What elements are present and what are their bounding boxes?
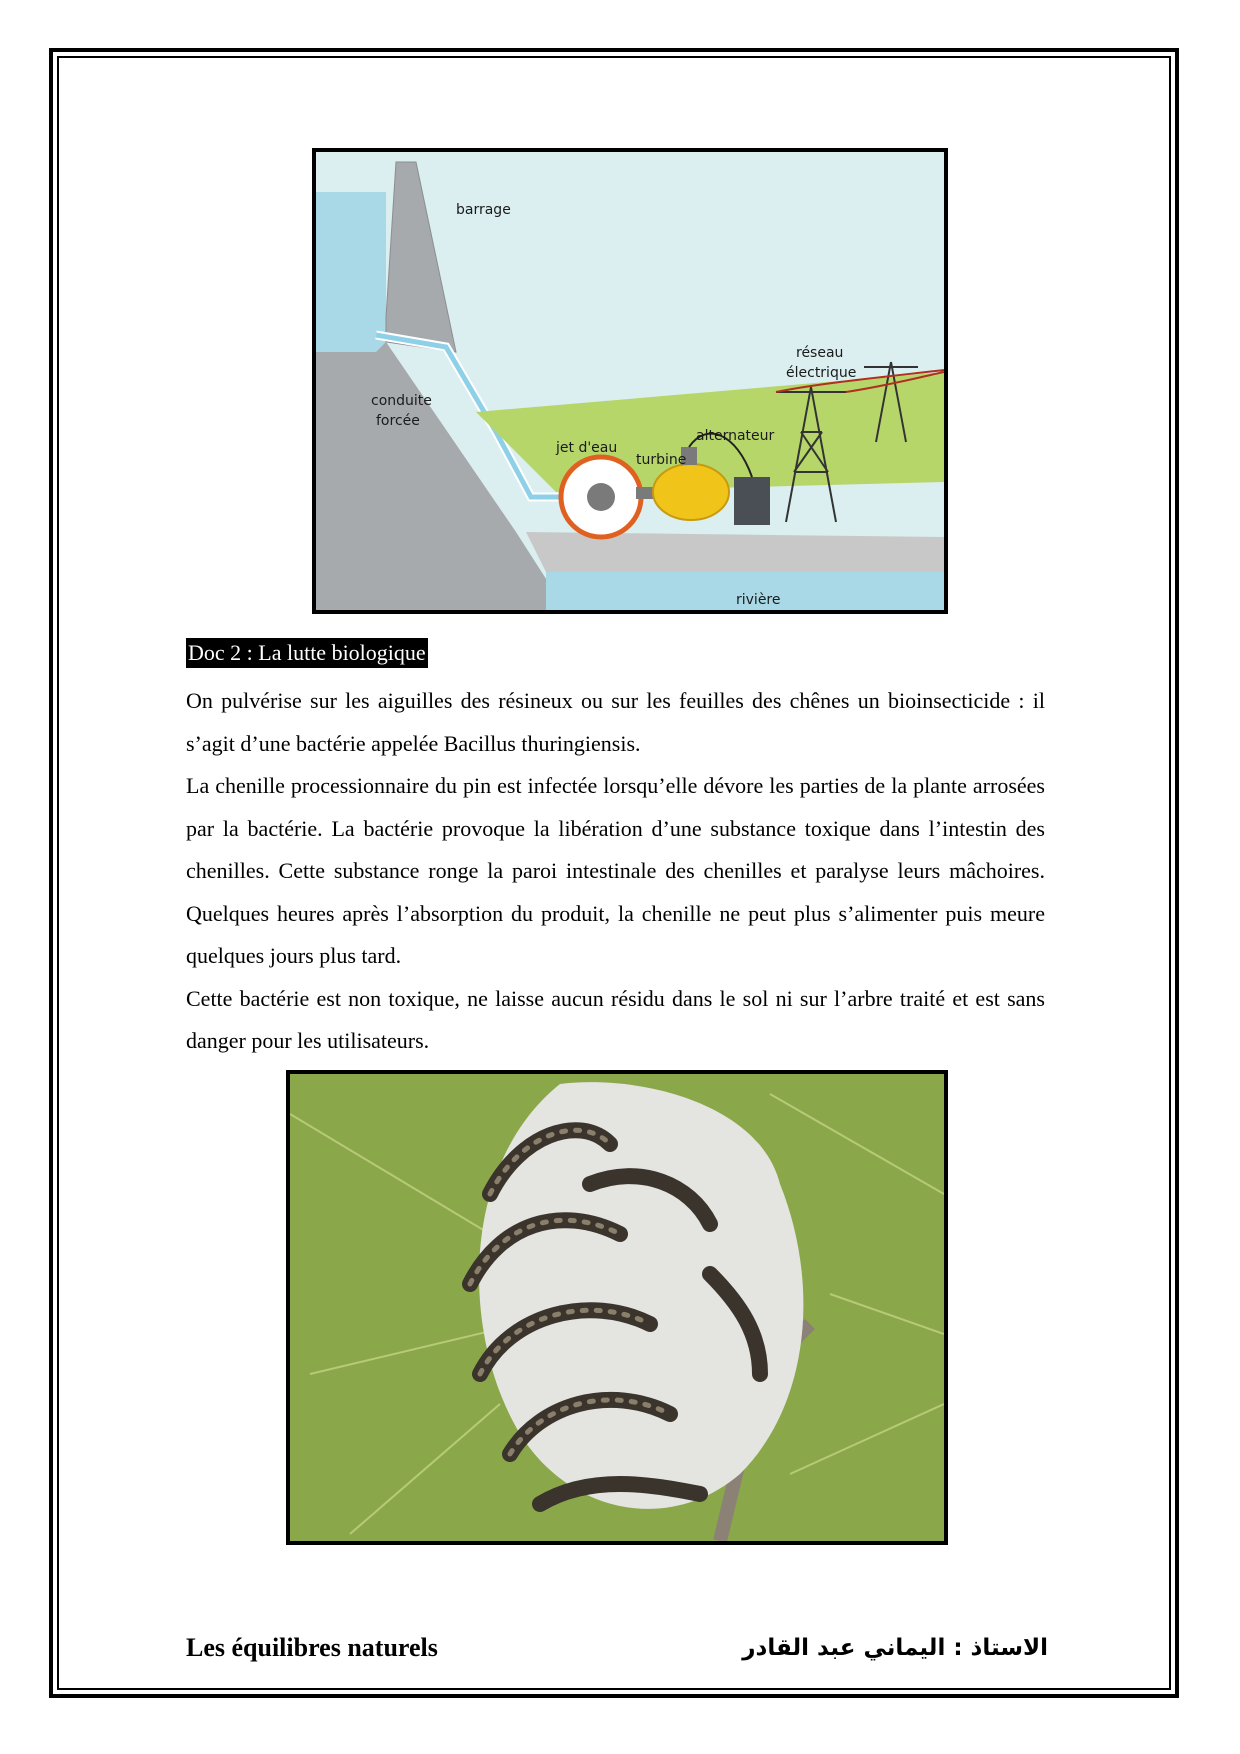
dam-diagram-svg [316,152,944,610]
label-forcee: forcée [376,413,420,429]
label-conduite: conduite [371,393,432,409]
reservoir-water [316,192,386,352]
doc-body [186,680,1045,1063]
label-barrage: barrage [456,202,511,218]
doc-title: Doc 2 : La lutte biologique [186,638,428,668]
footer-title: Les équilibres naturels [186,1633,438,1662]
power-plant-floor [526,532,944,572]
paragraph-2: La chenille processionnaire du pin est infectée lorsqu’elle dévore les parties de la plante arrosées par la bactérie. La bactérie provoque la libération d’une substance toxique dans l’intestin des chenilles. Cette substance ronge la paroi intestinale des chenilles et paralyse leurs mâchoires. Quelques heures après l’absorption du produit, la chenille ne peut plus s’alimenter puis meure quelques jours plus tard. [186,773,1045,968]
paragraph-3: Cette bactérie est non toxique, ne laisse aucun résidu dans le sol ni sur l’arbre traité et est sans danger pour les utilisateurs. [186,985,1045,1053]
paragraph-1: On pulvérise sur les aiguilles des résineux ou sur les feuilles des chênes un bioinsecticide : il s’agit d’une bactérie appelée Bacillus thuringiensis. [186,688,1045,756]
transformer-box [734,477,770,525]
label-alternateur: alternateur [696,428,775,444]
label-riviere: rivière [736,592,781,608]
caterpillars-photo [286,1070,948,1545]
alternator-body [653,464,729,520]
turbine-hub [587,483,615,511]
hydroelectric-dam-diagram [312,148,948,614]
label-electrique: électrique [786,365,857,381]
label-turbine: turbine [636,452,687,468]
caterpillars-photo-svg [290,1074,944,1541]
footer-author: الاستاذ : اليماني عبد القادر [742,1635,1048,1661]
label-reseau: réseau [796,345,844,361]
label-jet-eau: jet d'eau [556,440,618,456]
